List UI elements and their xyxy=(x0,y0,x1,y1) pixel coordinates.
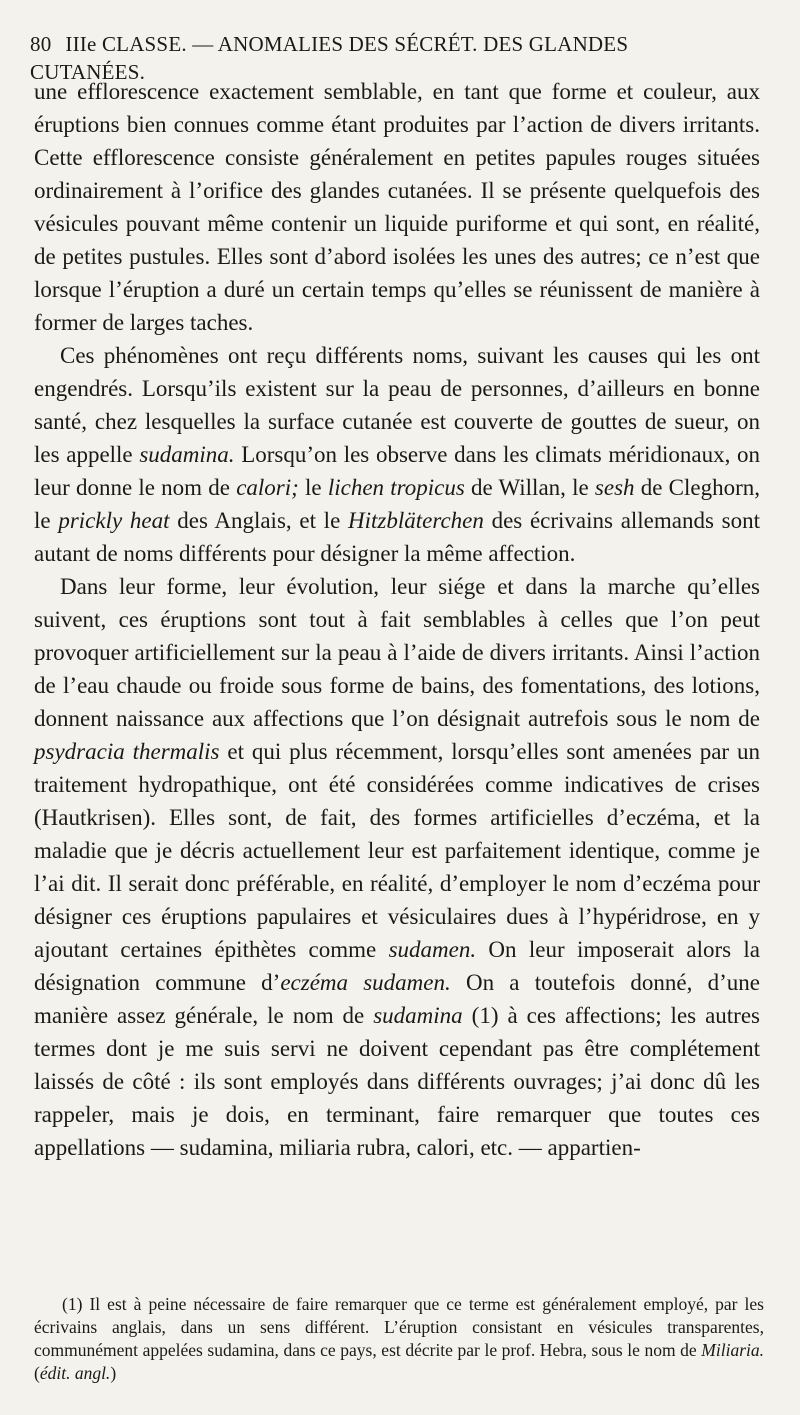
text-run: (1) Il est à peine nécessaire de faire remarquer que ce terme est généralement employé, par les écrivains anglais, dans un sens différent. L’éruption consistant en vésicules transparentes, communément appelées sudamina, dans ce pays, est décrite par le prof. Hebra, sous le nom de xyxy=(34,1294,764,1360)
text-run: de Cleghorn, le xyxy=(34,475,761,533)
page-number: 80 xyxy=(30,32,52,56)
text-run: Ces phénomènes ont reçu différents noms, suivant les causes qui les ont engendrés. Lorsqu’ils existent sur la peau de personnes, d’ailleurs en bonne santé, chez lesquelles la surface cutanée est couverte de gouttes de sueur, on les appelle xyxy=(34,343,760,467)
text-run: ( xyxy=(34,1363,40,1383)
text-run: ) xyxy=(110,1363,117,1383)
text-run: et qui plus récemment, lorsqu’elles sont amenées par un traitement hydropathique, ont été considérées comme indicatives de crises (Hautkrisen). Elles sont, de fait, des formes artificielles d’eczéma, et la maladie que je décris actuellement leur est parfaitement identique, comme je l’ai dit. Il serait donc préférable, en réalité, d’employer le nom d’eczéma pour désigner ces éruptions papulaires et vésiculaires dues à l’hypéridrose, en y ajoutant certaines épithètes comme xyxy=(34,739,760,962)
running-title: IIIe CLASSE. — ANOMALIES DES SÉCRÉT. DES GLANDES CUTANÉES. xyxy=(30,32,629,84)
term-sesh: sesh xyxy=(594,475,635,500)
body-text xyxy=(34,75,760,1164)
footnote xyxy=(34,1293,764,1385)
term-lichen-tropicus: lichen tropicus xyxy=(327,475,465,500)
text-run: le xyxy=(298,475,328,500)
term-sudamina: sudamina. xyxy=(139,442,235,467)
term-sudamen: sudamen. xyxy=(388,937,477,962)
term-hitzblaterchen: Hitzbläterchen xyxy=(348,508,484,533)
term-sudamina-2: sudamina xyxy=(373,1003,463,1028)
term-prickly-heat: prickly heat xyxy=(58,508,170,533)
term-eczema-sudamen: eczéma sudamen. xyxy=(280,970,451,995)
term-psydracia-thermalis: psydracia thermalis xyxy=(34,739,220,764)
paragraph-3 xyxy=(34,570,760,1164)
term-miliaria: Miliaria. xyxy=(701,1340,764,1360)
text-run: On a toutefois donné, d’une manière assez générale, le nom de xyxy=(34,970,760,1028)
text-run: On leur imposerait alors la désignation commune d’ xyxy=(34,937,760,995)
text-run: Lorsqu’on les observe dans les climats méridionaux, on leur donne le nom de xyxy=(34,442,760,500)
text-run: de Willan, le xyxy=(464,475,595,500)
text-run: (1) à ces affections; les autres termes dont je me suis servi ne doivent cependant pas être complétement laissés de côté : ils sont employés dans différents ouvrages; j’ai donc dû les rappeler, mais je dois, en terminant, faire remarquer que toutes ces appellations — sudamina, miliaria rubra, calori, etc. — appartien- xyxy=(34,1003,760,1160)
text-run: des Anglais, et le xyxy=(169,508,349,533)
text-run: Dans leur forme, leur évolution, leur siége et dans la marche qu’elles suivent, ces éruptions sont tout à fait semblables à celles que l’on peut provoquer artificiellement sur la peau à l’aide de divers irritants. Ainsi l’action de l’eau chaude ou froide sous forme de bains, des fomentations, des lotions, donnent naissance aux affections que l’on désignait autrefois sous le nom de xyxy=(34,574,760,731)
paragraph-2 xyxy=(34,339,760,570)
text-run: des écrivains allemands sont autant de noms différents pour désigner la même affection. xyxy=(34,508,761,566)
term-calori: calori; xyxy=(236,475,299,500)
paragraph-1: une efflorescence exactement semblable, en tant que forme et couleur, aux éruptions bien connues comme étant produites par l’action de divers irritants. Cette efflorescence consiste généralement en petites papules rouges situées ordinairement à l’orifice des glandes cutanées. Il se présente quelquefois des vésicules pouvant même contenir un liquide puriforme et qui sont, en réalité, de petites pustules. Elles sont d’abord isolées les unes des autres; ce n’est que lorsque l’éruption a duré un certain temps qu’elles se réunissent de manière à former de larges taches. xyxy=(34,79,760,335)
edition-note: édit. angl. xyxy=(39,1363,111,1383)
